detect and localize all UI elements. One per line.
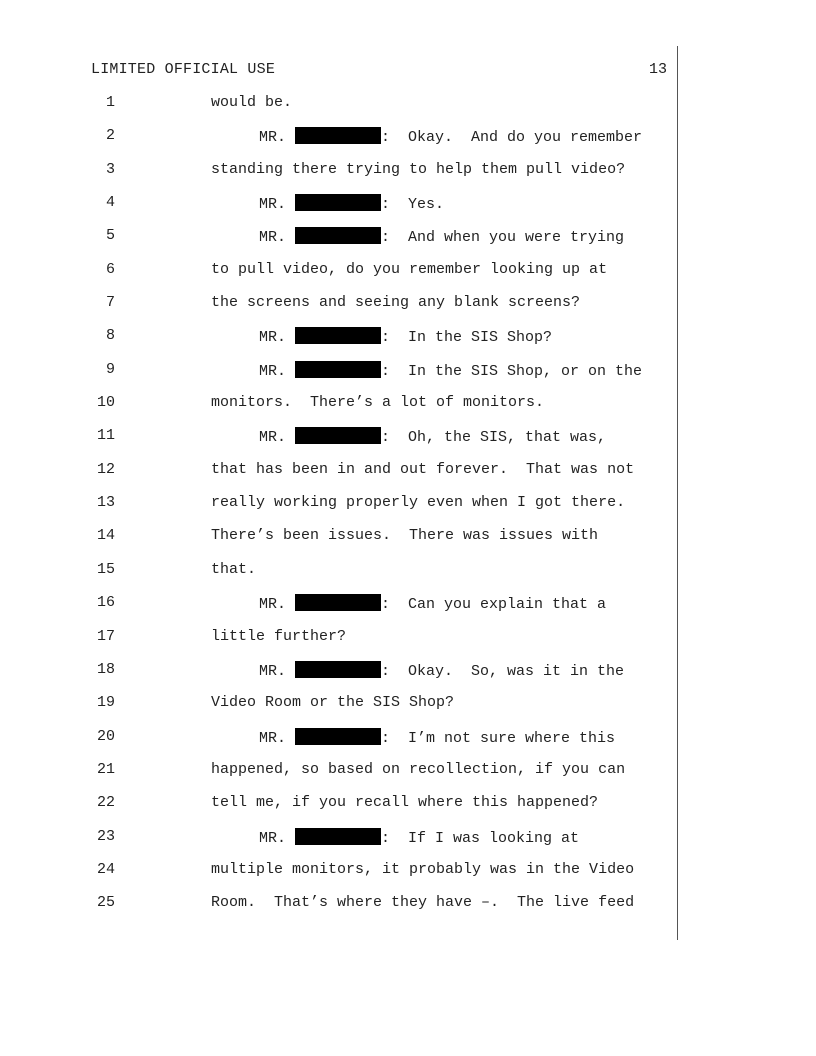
redaction-box: [295, 661, 381, 678]
line-number: 20: [96, 727, 115, 745]
transcript-line: [0, 94, 816, 127]
spoken-text: that.: [211, 560, 257, 578]
transcript-line: [0, 594, 816, 627]
line-number: 16: [96, 594, 115, 612]
line-text: [259, 427, 606, 446]
spoken-text: Video Room or the SIS Shop?: [211, 694, 455, 712]
speaker-prefix: MR.: [259, 129, 287, 147]
transcript-line: [0, 694, 816, 727]
line-number: 3: [105, 160, 115, 178]
redaction-box: [295, 361, 381, 378]
transcript-line: [0, 361, 816, 394]
line-number: 21: [96, 760, 115, 778]
transcript-line: [0, 327, 816, 360]
speaker-prefix: MR.: [259, 229, 287, 247]
redaction-box: [295, 127, 381, 144]
transcript-line: [0, 294, 816, 327]
line-text: [211, 461, 634, 478]
transcript-line: [0, 794, 816, 827]
spoken-text: little further?: [211, 627, 347, 645]
header-title: LIMITED OFFICIAL USE: [91, 61, 276, 78]
speaker-prefix: MR.: [259, 196, 287, 214]
line-text: [211, 761, 625, 778]
spoken-text: tell me, if you recall where this happened?: [211, 794, 599, 812]
line-text: [211, 794, 598, 811]
line-number: 5: [105, 227, 115, 245]
line-text: [211, 161, 625, 178]
transcript-line: [0, 661, 816, 694]
line-number: 10: [96, 394, 115, 412]
spoken-text: multiple monitors, it probably was in the Video: [211, 860, 635, 878]
redaction-box: [295, 327, 381, 344]
speaker-prefix: MR.: [259, 662, 287, 680]
redaction-box: [295, 728, 381, 745]
speaker-prefix: MR.: [259, 596, 287, 614]
line-number: 9: [105, 360, 115, 378]
line-number: 17: [96, 627, 115, 645]
spoken-text: : I’m not sure where this: [381, 729, 616, 747]
spoken-text: : If I was looking at: [381, 829, 580, 847]
line-text: [211, 628, 346, 645]
line-text: [259, 227, 624, 246]
line-number: 4: [105, 194, 115, 212]
transcript-line: [0, 394, 816, 427]
page-number: 13: [648, 61, 667, 78]
spoken-text: : Can you explain that a: [381, 596, 607, 614]
speaker-prefix: MR.: [259, 362, 287, 380]
line-text: [211, 694, 454, 711]
line-number: 11: [96, 427, 115, 445]
transcript-line: [0, 861, 816, 894]
transcript-line: [0, 227, 816, 260]
line-text: [211, 294, 580, 311]
spoken-text: : Okay. And do you remember: [381, 129, 643, 147]
spoken-text: Room. That’s where they have –. The live feed: [211, 894, 635, 912]
line-text: [211, 894, 634, 911]
spoken-text: to pull video, do you remember looking up at: [211, 260, 608, 278]
line-text: [211, 261, 607, 278]
line-number: 1: [105, 94, 115, 111]
spoken-text: monitors. There’s a lot of monitors.: [211, 394, 545, 412]
line-number: 24: [96, 860, 115, 878]
transcript-line: [0, 628, 816, 661]
transcript-line: [0, 894, 816, 927]
line-text: [259, 327, 552, 346]
spoken-text: really working properly even when I got there.: [211, 494, 626, 512]
line-text: [211, 527, 598, 544]
spoken-text: would be.: [211, 94, 293, 111]
line-text: [259, 361, 642, 380]
speaker-prefix: MR.: [259, 729, 287, 747]
spoken-text: : And when you were trying: [381, 229, 625, 247]
spoken-text: that has been in and out forever. That was not: [211, 460, 635, 478]
line-number: 2: [105, 127, 115, 145]
line-number: 12: [96, 460, 115, 478]
line-number: 14: [96, 527, 115, 545]
transcript-line: [0, 761, 816, 794]
speaker-prefix: MR.: [259, 329, 287, 347]
transcript-line: [0, 261, 816, 294]
line-text: [211, 394, 544, 411]
spoken-text: : Oh, the SIS, that was,: [381, 429, 607, 447]
redaction-box: [295, 194, 381, 211]
spoken-text: standing there trying to help them pull video?: [211, 160, 626, 178]
line-text: [259, 661, 624, 680]
transcript-lines: [0, 94, 816, 928]
line-text: [259, 127, 642, 146]
spoken-text: : In the SIS Shop?: [381, 329, 553, 347]
line-number: 13: [96, 494, 115, 512]
transcript-line: [0, 127, 816, 160]
line-number: 19: [96, 694, 115, 712]
redaction-box: [295, 594, 381, 611]
transcript-line: [0, 494, 816, 527]
line-number: 23: [96, 827, 115, 845]
transcript-line: [0, 194, 816, 227]
line-number: 18: [96, 660, 115, 678]
line-text: [211, 494, 625, 511]
line-number: 22: [96, 794, 115, 812]
speaker-prefix: MR.: [259, 829, 287, 847]
transcript-line: [0, 728, 816, 761]
line-text: [259, 828, 579, 847]
line-number: 7: [105, 294, 115, 312]
line-text: [211, 561, 256, 578]
spoken-text: : In the SIS Shop, or on the: [381, 362, 643, 380]
spoken-text: the screens and seeing any blank screens?: [211, 294, 581, 312]
spoken-text: There’s been issues. There was issues with: [211, 527, 599, 545]
line-number: 6: [105, 260, 115, 278]
line-number: 25: [96, 894, 115, 912]
redaction-box: [295, 427, 381, 444]
transcript-line: [0, 461, 816, 494]
spoken-text: : Okay. So, was it in the: [381, 662, 625, 680]
line-number: 15: [96, 560, 115, 578]
line-text: [259, 194, 444, 213]
transcript-line: [0, 427, 816, 460]
spoken-text: : Yes.: [381, 196, 445, 214]
line-text: [211, 94, 292, 111]
line-text: [211, 861, 634, 878]
transcript-line: [0, 527, 816, 560]
redaction-box: [295, 227, 381, 244]
line-text: [259, 594, 606, 613]
line-text: [259, 728, 615, 747]
redaction-box: [295, 828, 381, 845]
line-number: 8: [105, 327, 115, 345]
spoken-text: happened, so based on recollection, if you can: [211, 760, 626, 778]
speaker-prefix: MR.: [259, 429, 287, 447]
transcript-line: [0, 828, 816, 861]
transcript-line: [0, 161, 816, 194]
transcript-line: [0, 561, 816, 594]
